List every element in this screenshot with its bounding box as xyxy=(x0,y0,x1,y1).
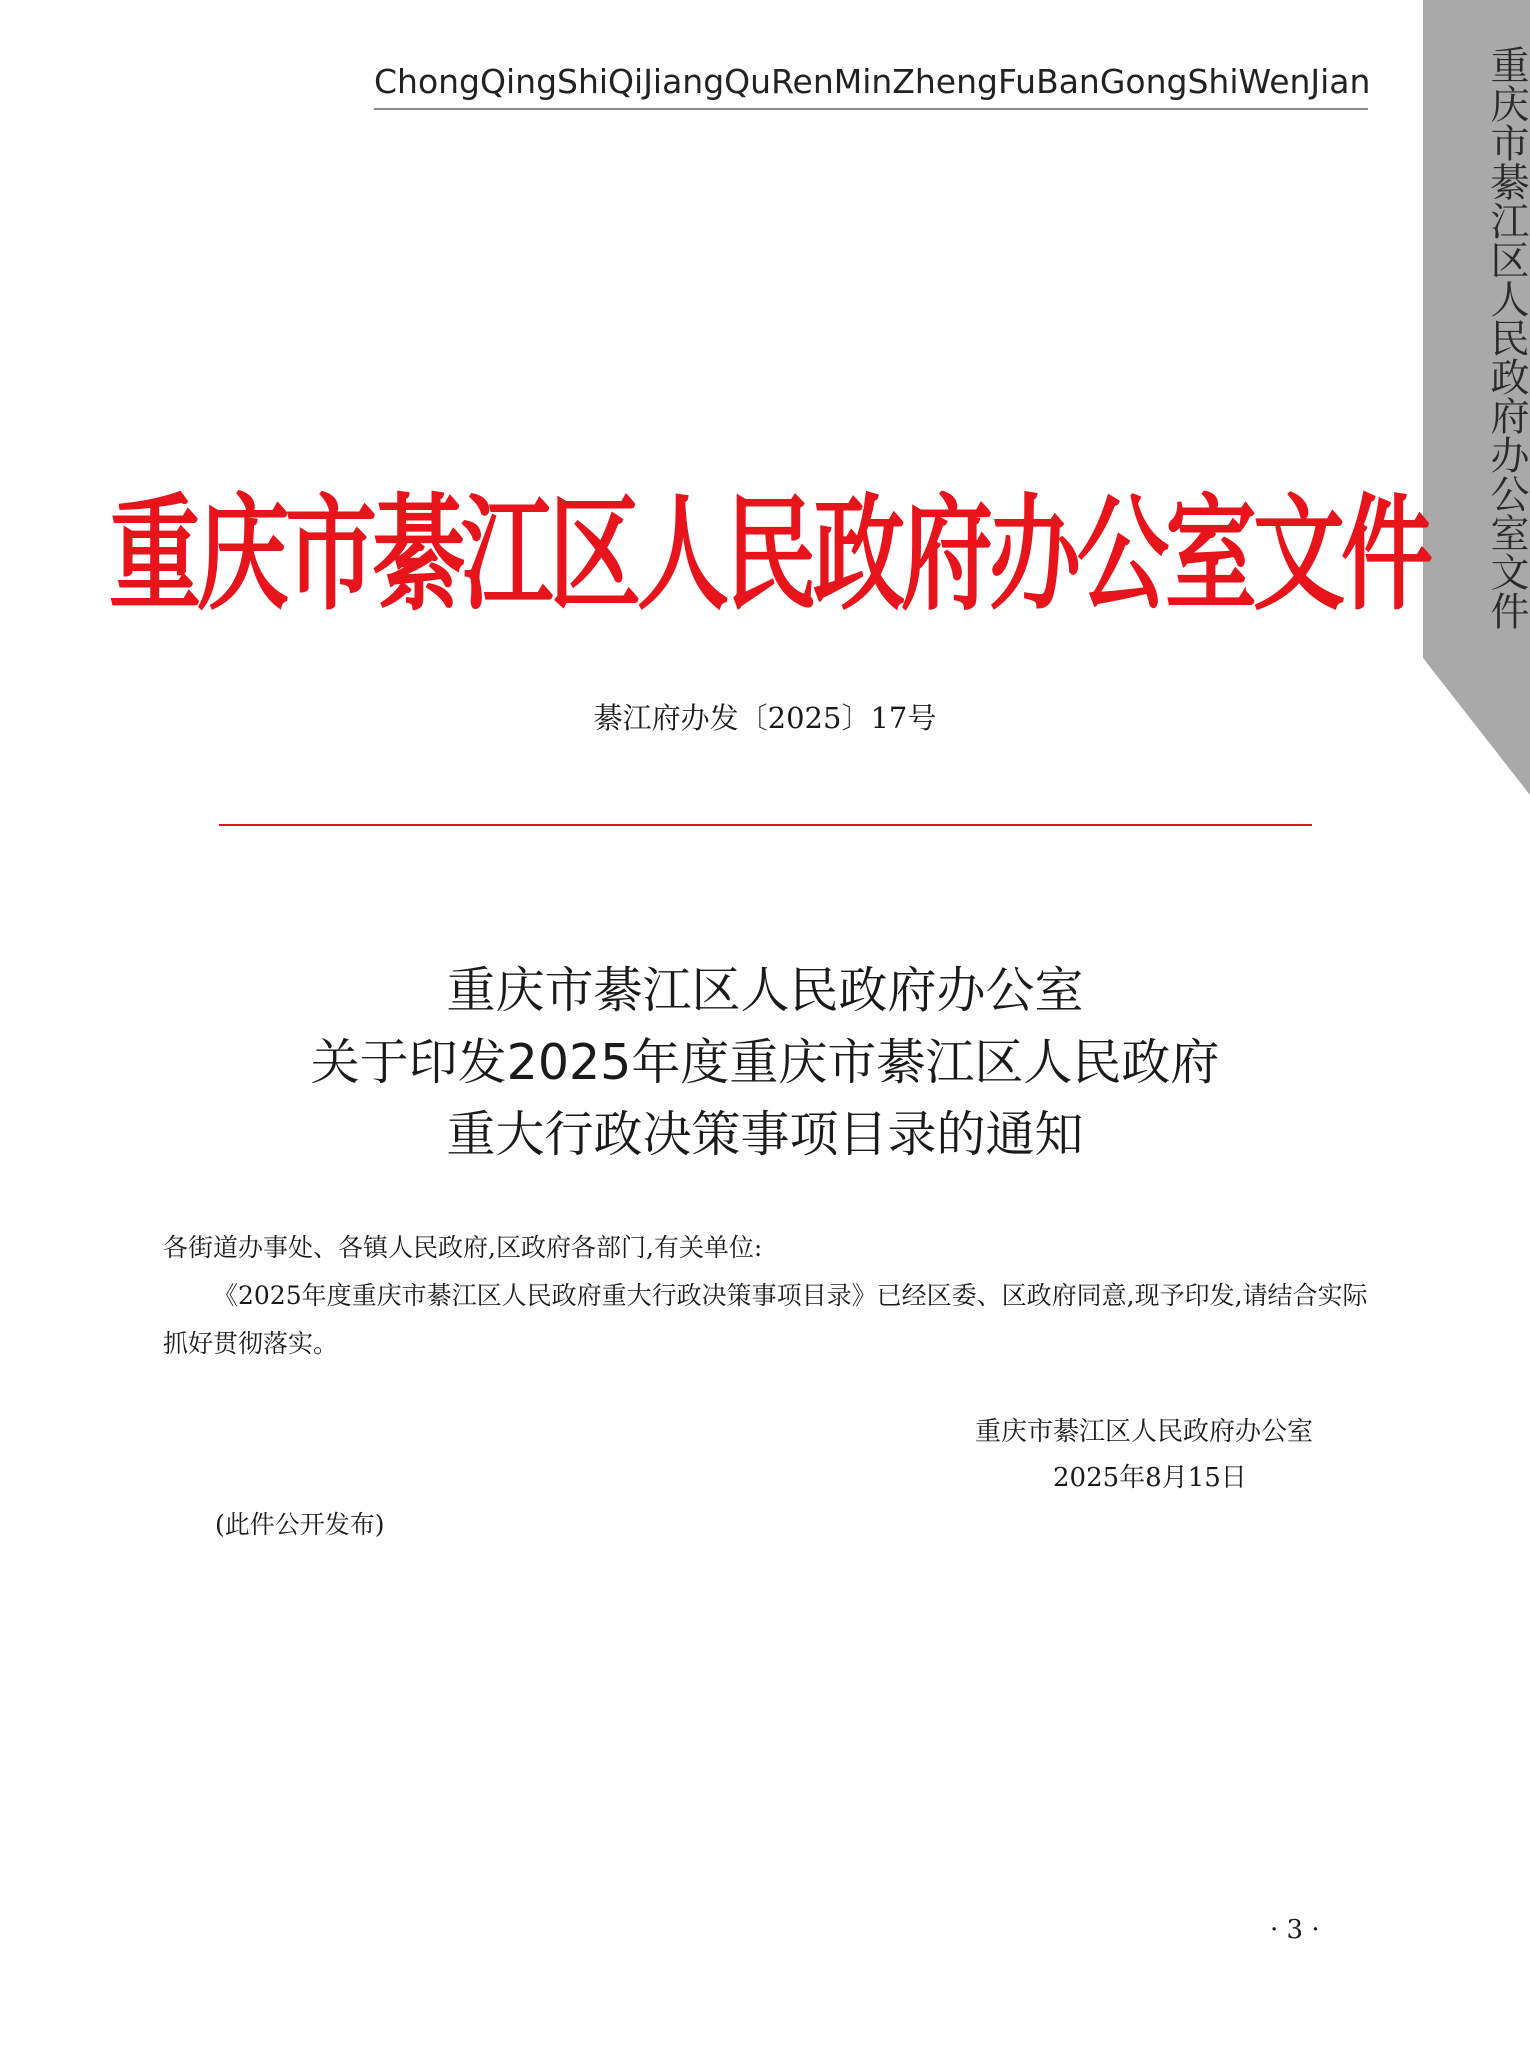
masthead-title: 重庆市綦江区人民政府办公室文件 xyxy=(109,481,1430,628)
document-number: 綦江府办发〔2025〕17号 xyxy=(593,701,937,735)
masthead xyxy=(109,470,1430,628)
notice-title-line-1: 重庆市綦江区人民政府办公室 xyxy=(446,962,1084,1019)
signature-organization: 重庆市綦江区人民政府办公室 xyxy=(975,1417,1314,1447)
side-tab xyxy=(1423,0,1530,795)
page-number: · 3 · xyxy=(1270,1915,1320,1945)
notice-title-line-2: 关于印发2025年度重庆市綦江区人民政府 xyxy=(310,1034,1220,1091)
public-release-note: (此件公开发布) xyxy=(215,1510,385,1539)
notice-title-line-3: 重大行政决策事项目录的通知 xyxy=(446,1106,1084,1163)
header-pinyin: ChongQingShiQiJiangQuRenMinZhengFuBanGongShiWenJian xyxy=(374,62,1371,101)
signature-date: 2025年8月15日 xyxy=(1053,1463,1247,1493)
side-tab-label: 重庆市綦江区人民政府办公室文件 xyxy=(1484,45,1529,630)
addressee: 各街道办事处、各镇人民政府,区政府各部门,有关单位: xyxy=(163,1233,763,1262)
red-divider xyxy=(219,824,1312,826)
header-divider xyxy=(374,108,1368,110)
notice-title xyxy=(0,955,1530,1171)
notice-body xyxy=(163,1224,1373,1368)
body-paragraph: 《2025年度重庆市綦江区人民政府重大行政决策事项目录》已经区委、区政府同意,现予印发,请结合实际抓好贯彻落实。 xyxy=(163,1281,1368,1358)
